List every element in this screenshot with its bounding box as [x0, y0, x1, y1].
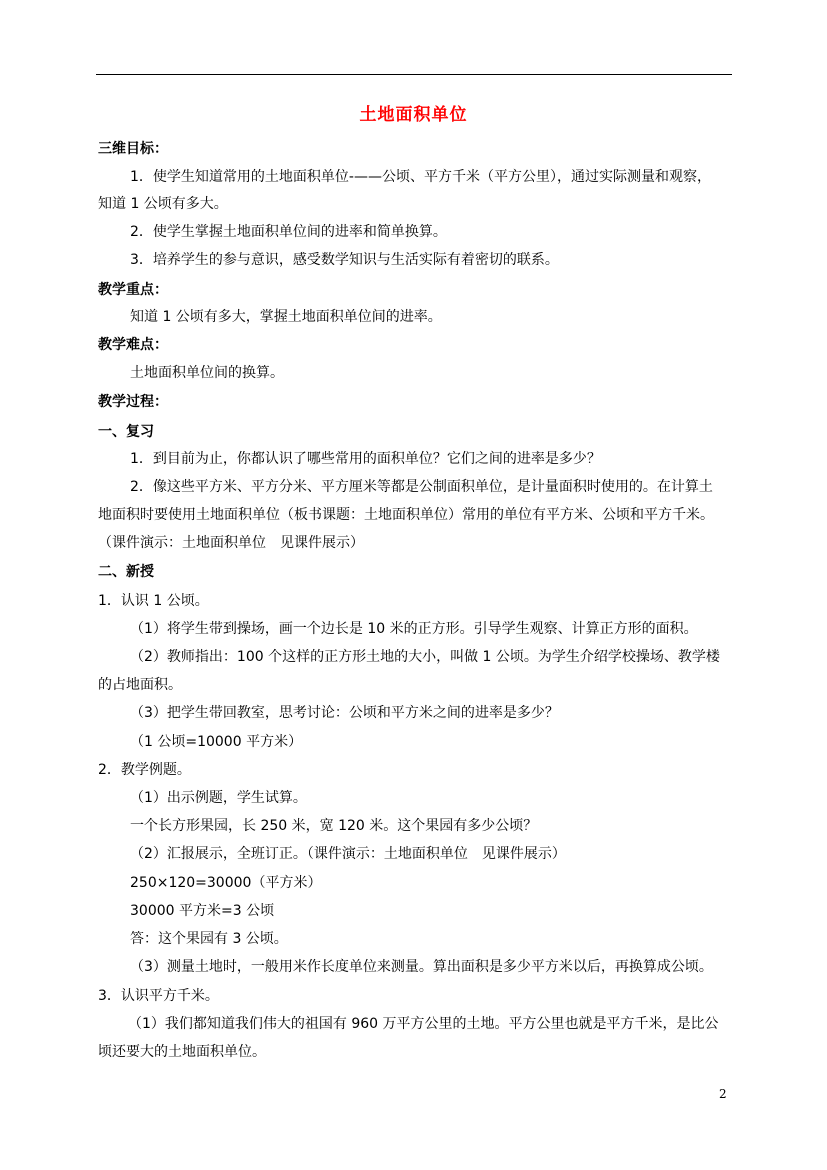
paragraph-line: 30000 平方米=3 公顷 [130, 903, 275, 919]
paragraph-line: （3）测量土地时，一般用米作长度单位来测量。算出面积是多少平方米以后，再换算成公顷。 [130, 959, 713, 975]
paragraph-line: 答：这个果园有 3 公顷。 [130, 931, 288, 947]
paragraph-line: 知道 1 公顷有多大。 [98, 196, 228, 212]
paragraph-line: （2）教师指出：100 个这样的正方形土地的大小，叫做 1 公顷。为学生介绍学校操场、教学楼 [130, 649, 720, 665]
paragraph-line: 知道 1 公顷有多大，掌握土地面积单位间的进率。 [130, 309, 442, 325]
paragraph-line: 1．到目前为止，你都认识了哪些常用的面积单位？它们之间的进率是多少？ [130, 451, 601, 467]
paragraph-line: 250×120=30000（平方米） [130, 875, 322, 891]
paragraph-line: 1．认识 1 公顷。 [98, 593, 209, 609]
section-heading-review: 一、复习 [98, 424, 154, 440]
paragraph-line: 3．培养学生的参与意识，感受数学知识与生活实际有着密切的联系。 [130, 252, 559, 268]
section-heading-process: 教学过程： [98, 394, 168, 410]
paragraph-line: （2）汇报展示，全班订正。（课件演示：土地面积单位 见课件展示） [130, 846, 566, 862]
paragraph-line: 1．使学生知道常用的土地面积单位-——公顷、平方千米（平方公里），通过实际测量和观察， [130, 169, 711, 185]
section-heading-key-points: 教学重点： [98, 282, 168, 298]
paragraph-line: （1 公顷=10000 平方米） [130, 734, 303, 750]
paragraph-line: （1）将学生带到操场，画一个边长是 10 米的正方形。引导学生观察、计算正方形的面积。 [130, 621, 698, 637]
paragraph-line: 2．教学例题。 [98, 762, 191, 778]
paragraph-line: 3．认识平方千米。 [98, 988, 219, 1004]
section-heading-difficulties: 教学难点： [98, 337, 168, 353]
section-heading-new-lesson: 二、新授 [98, 564, 154, 580]
header-rule [96, 74, 732, 75]
paragraph-line: （1）出示例题，学生试算。 [130, 790, 307, 806]
page-number: 2 [719, 1087, 727, 1101]
paragraph-line: 的占地面积。 [98, 677, 182, 693]
paragraph-line: 地面积时要使用土地面积单位（板书课题：土地面积单位）常用的单位有平方米、公顷和平方千米。 [98, 507, 714, 523]
document-title: 土地面积单位 [359, 105, 468, 125]
paragraph-line: 2．像这些平方米、平方分米、平方厘米等都是公制面积单位，是计量面积时使用的。在计算土 [130, 479, 713, 495]
paragraph-line: 土地面积单位间的换算。 [130, 365, 284, 381]
paragraph-line: 顷还要大的土地面积单位。 [98, 1044, 266, 1060]
paragraph-line: 一个长方形果园，长 250 米，宽 120 米。这个果园有多少公顷？ [130, 818, 538, 834]
paragraph-line: （3）把学生带回教室，思考讨论：公顷和平方米之间的进率是多少？ [130, 705, 559, 721]
paragraph-line: 2．使学生掌握土地面积单位间的进率和简单换算。 [130, 224, 447, 240]
paragraph-line: （课件演示：土地面积单位 见课件展示） [98, 535, 364, 551]
section-heading-goals: 三维目标： [98, 141, 168, 157]
paragraph-line: （1）我们都知道我们伟大的祖国有 960 万平方公里的土地。平方公里也就是平方千米，是比公 [128, 1016, 719, 1032]
